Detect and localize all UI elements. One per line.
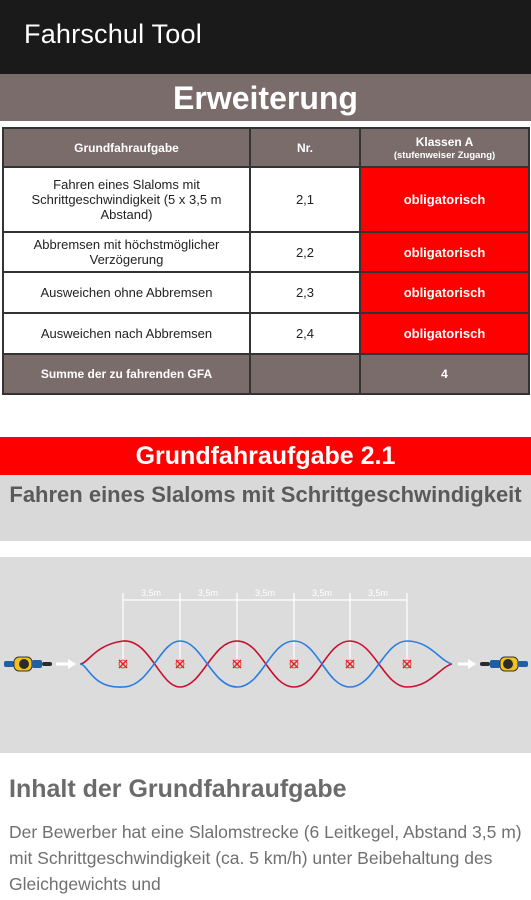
table-header-row (3, 128, 529, 167)
cone-icon (176, 660, 184, 668)
cone-icon (346, 660, 354, 668)
row-nr: 2,1 (250, 167, 360, 232)
table-row (3, 313, 529, 354)
exit-arrow (458, 659, 476, 669)
sum-label: Summe der zu fahrenden GFA (3, 354, 250, 394)
task-subtitle: Fahren eines Slaloms mit Schrittgeschwindigkeit (0, 475, 531, 541)
header-class-sub: (stufenweiser Zugang) (393, 149, 496, 161)
row-task: Abbremsen mit höchstmöglicher Verzögerung (3, 232, 250, 272)
row-nr: 2,4 (250, 313, 360, 354)
header-nr: Nr. (250, 128, 360, 167)
content-title: Inhalt der Grundfahraufgabe (9, 775, 347, 803)
slalom-diagram-svg (0, 557, 531, 753)
slalom-path-blue (80, 641, 452, 687)
header-class-label: Klassen A (415, 134, 474, 149)
table-row (3, 232, 529, 272)
cone-icon (119, 660, 127, 668)
row-nr: 2,2 (250, 232, 360, 272)
table-row (3, 167, 529, 232)
app-bar (0, 0, 531, 74)
row-task: Ausweichen nach Abbremsen (3, 313, 250, 354)
entry-arrow (56, 659, 76, 669)
status-badge: obligatorisch (360, 167, 529, 232)
row-task: Fahren eines Slaloms mit Schrittgeschwindigkeit (5 x 3,5 m Abstand) (3, 167, 250, 232)
task-table (2, 127, 530, 395)
motorcycle-icon (4, 657, 52, 671)
distance-label: 3,5m (367, 588, 389, 598)
status-badge: obligatorisch (360, 272, 529, 313)
section-title: Erweiterung (0, 74, 531, 121)
motorcycle-icon (480, 657, 528, 671)
status-badge: obligatorisch (360, 313, 529, 354)
app-title: Fahrschul Tool (24, 19, 202, 49)
row-task: Ausweichen ohne Abbremsen (3, 272, 250, 313)
sum-empty (250, 354, 360, 394)
content-text: Der Bewerber hat eine Slalomstrecke (6 Leitkegel, Abstand 3,5 m) mit Schrittgeschwindigkeit (ca. 5 km/h) unter Beibehaltung des Gleichgewichts und (9, 822, 522, 894)
header-task: Grundfahraufgabe (3, 128, 250, 167)
distance-label: 3,5m (197, 588, 219, 598)
cone-icon (290, 660, 298, 668)
slalom-diagram (0, 557, 531, 753)
table-sum-row (3, 354, 529, 394)
row-nr: 2,3 (250, 272, 360, 313)
distance-label: 3,5m (140, 588, 162, 598)
distance-label: 3,5m (311, 588, 333, 598)
distance-label: 3,5m (254, 588, 276, 598)
task-header: Grundfahraufgabe 2.1 (0, 437, 531, 475)
table-row (3, 272, 529, 313)
cone-icon (233, 660, 241, 668)
header-class (360, 128, 529, 167)
sum-value: 4 (360, 354, 529, 394)
cone-icon (403, 660, 411, 668)
status-badge: obligatorisch (360, 232, 529, 272)
distance-labels (141, 588, 388, 598)
